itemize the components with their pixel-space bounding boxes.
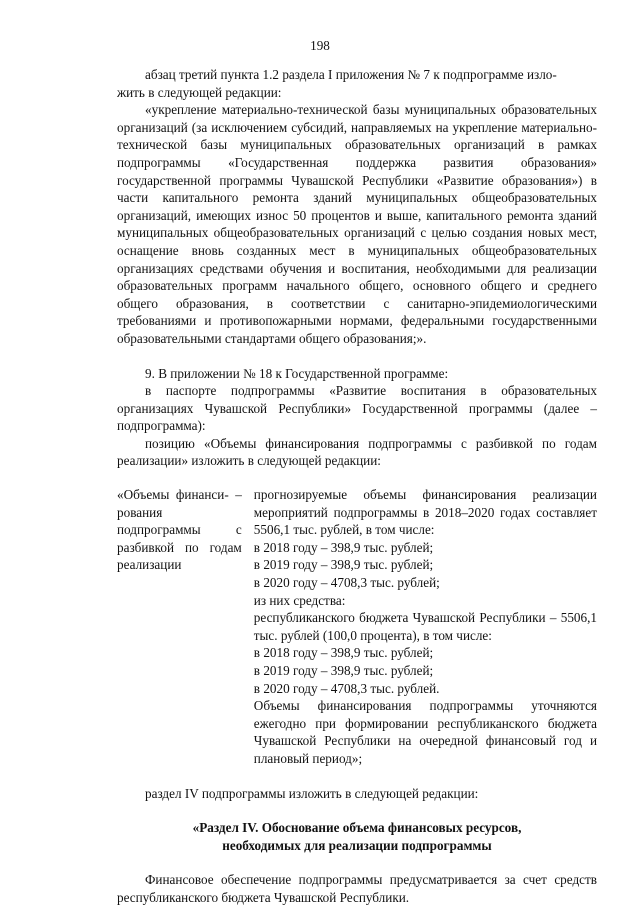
spacer bbox=[117, 348, 597, 365]
quoted-amendment-paragraph: «укрепление материально-технической базы муниципальных образовательных организаций (за исключением субсидий, направляемых на укрепление материально-технической базы муниципальных образовательных организаций в рамках подпрограммы «Государственная поддержка развития образования» государственной программы Чувашской Республики «Развитие образования») в части капитального ремонта зданий муниципальных общеобразовательных организаций, имеющих износ 50 процентов и выше, капитального ремонта зданий муниципальных общеобразовательных организаций с целью создания новых мест, оснащение вновь созданных мест в муниципальных общеобразовательных организациях средствами обучения и воспитания, необходимыми для реализации образовательных программ начального общего, основного общего и среднего общего образования, в соответствии с санитарно-эпидемиологическими требованиями и противопожарными нормами, федеральными государственными образовательными стандартами общего образования;». bbox=[117, 102, 597, 346]
spacer bbox=[117, 854, 597, 871]
financing-year-2020: в 2020 году – 4708,3 тыс. рублей; bbox=[253, 575, 440, 591]
financing-label-part-2: рования подпрограммы с разбивкой по годам реализации bbox=[117, 504, 242, 573]
financing-intro: прогнозируемые объемы финансирования реализации мероприятий подпрограммы в 2018–2020 годах составляет 5506,1 тыс. рублей, в том числе: bbox=[253, 487, 597, 538]
spacer bbox=[117, 768, 597, 785]
republic-year-2018: в 2018 году – 398,9 тыс. рублей; bbox=[253, 645, 434, 661]
financing-label-cell bbox=[117, 486, 242, 768]
section-iv-heading-line-2: необходимых для реализации подпрограммы bbox=[222, 837, 492, 853]
financing-note: Объемы финансирования подпрограммы уточняются ежегодно при формировании республиканского бюджета Чувашской Республики на очередной финансовый год и плановый период»; bbox=[253, 698, 597, 766]
section-iv-heading bbox=[117, 819, 597, 854]
republic-year-2020: в 2020 году – 4708,3 тыс. рублей. bbox=[253, 680, 440, 696]
financing-content-cell bbox=[254, 486, 597, 768]
financing-year-2019: в 2019 году – 398,9 тыс. рублей; bbox=[253, 557, 434, 573]
section-iv-instruction: раздел IV подпрограммы изложить в следующей редакции: bbox=[145, 785, 479, 801]
position-paragraph: позицию «Объемы финансирования подпрограммы с разбивкой по годам реализации» изложить в следующей редакции: bbox=[117, 435, 597, 469]
section-iv-heading-line-1: «Раздел IV. Обоснование объема финансовых ресурсов, bbox=[192, 820, 522, 836]
page-number: 198 bbox=[310, 38, 330, 53]
republic-year-2019: в 2019 году – 398,9 тыс. рублей; bbox=[253, 663, 434, 678]
section-9-title: 9. В приложении № 18 к Государственной программе: bbox=[145, 365, 449, 381]
passport-paragraph: в паспорте подпрограммы «Развитие воспитания в образовательных организациях Чувашской Республики» Государственной программы (далее – подпрограмма): bbox=[117, 383, 597, 434]
intro-line-2: жить в следующей редакции: bbox=[117, 84, 282, 100]
financing-table bbox=[117, 486, 597, 768]
financing-label bbox=[117, 486, 242, 574]
financing-label-part-1: «Объемы финанси- – bbox=[117, 487, 242, 503]
final-paragraph: Финансовое обеспечение подпрограммы предусматривается за счет средств республиканского бюджета Чувашской Республики. bbox=[117, 872, 597, 905]
financing-republic-budget: республиканского бюджета Чувашской Республики – 5506,1 тыс. рублей (100,0 процента), в том числе: bbox=[253, 610, 597, 643]
financing-of-them: из них средства: bbox=[253, 592, 346, 608]
intro-line-1: абзац третий пункта 1.2 раздела I приложения № 7 к подпрограмме изло- bbox=[145, 67, 557, 82]
financing-year-2018: в 2018 году – 398,9 тыс. рублей; bbox=[253, 539, 434, 555]
document-body bbox=[117, 66, 597, 907]
